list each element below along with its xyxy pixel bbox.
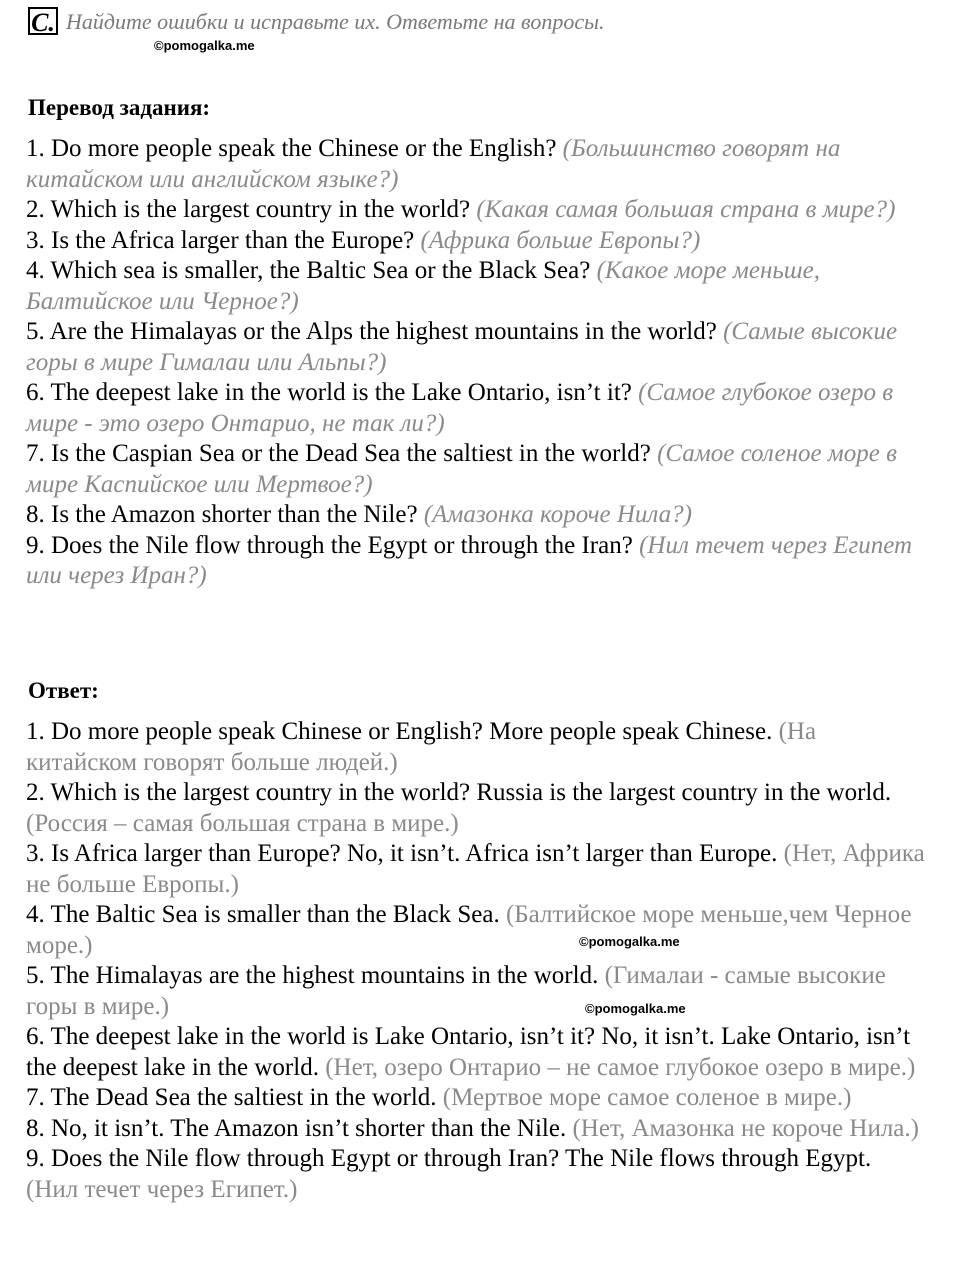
answer-translation: (На китайском говорят больше людей.): [26, 718, 817, 776]
question-translation: (Какое море меньше, Балтийское или Черное?): [26, 257, 820, 315]
question-en: 8. Is the Amazon shorter than the Nile?: [26, 501, 418, 528]
watermark: ©pomogalka.me: [585, 1001, 686, 1016]
answer-en: 3. Is Africa larger than Europe? No, it isn’t. Africa isn’t larger than Europe.: [26, 840, 778, 867]
list-item: [26, 1022, 926, 1083]
list-item: [26, 1114, 926, 1145]
answer-translation: (Нет, озеро Онтарио – не самое глубокое озеро в мире.): [318, 1053, 916, 1081]
answer-en: 2. Which is the largest country in the world? Russia is the largest country in the world.: [26, 779, 892, 806]
list-item: [26, 1144, 926, 1205]
list-item: [26, 195, 926, 226]
question-en: 7. Is the Caspian Sea or the Dead Sea the saltiest in the world?: [26, 440, 651, 467]
list-item: [26, 961, 926, 1022]
list-item: [26, 778, 926, 839]
list-item: [26, 378, 926, 439]
answer-translation: (Мертвое море самое соленое в мире.): [436, 1084, 852, 1111]
question-translation: (Самое соленое море в мире Каспийское или Мертвое?): [26, 440, 897, 498]
question-translation: (Амазонка короче Нила?): [417, 501, 692, 528]
answer-en: 7. The Dead Sea the saltiest in the world.: [26, 1084, 437, 1111]
translation-section-title: Перевод задания:: [28, 95, 211, 120]
question-en: 5. Are the Himalayas or the Alps the highest mountains in the world?: [26, 318, 717, 345]
list-item: [26, 900, 926, 961]
question-en: 1. Do more people speak the Chinese or the English?: [26, 135, 563, 162]
translation-list: [26, 134, 926, 592]
list-item: [26, 839, 926, 900]
answer-translation: (Балтийское море меньше,чем Черное море.): [26, 901, 912, 959]
list-item: [26, 439, 926, 500]
task-header: [28, 7, 604, 39]
question-en: 2. Which is the largest country in the world?: [26, 196, 471, 223]
question-translation: (Большинство говорят на китайском или английском языке?): [26, 135, 841, 193]
answer-en: 1. Do more people speak Chinese or English? More people speak Chinese.: [26, 718, 773, 745]
question-en: 4. Which sea is smaller, the Baltic Sea or the Black Sea?: [26, 257, 591, 284]
question-translation: (Самое глубокое озеро в мире - это озеро Онтарио, не так ли?): [26, 379, 894, 437]
question-en: 9. Does the Nile flow through the Egypt or through the Iran?: [26, 531, 633, 559]
answer-translation: (Нет, Африка не больше Европы.): [26, 840, 925, 898]
question-translation: (Нил течет через Египет или через Иран?): [26, 531, 913, 589]
question-translation: (Какая самая большая страна в мире?): [470, 196, 896, 223]
answer-section-title: Ответ:: [28, 678, 99, 703]
answer-translation: (Нет, Амазонка не короче Нила.): [566, 1114, 919, 1142]
answer-translation: (Нил течет через Египет.): [26, 1175, 298, 1203]
watermark: ©pomogalka.me: [154, 38, 255, 53]
question-translation: (Самые высокие горы в мире Гималаи или Альпы?): [26, 318, 898, 376]
list-item: [26, 531, 926, 592]
answer-en: 5. The Himalayas are the highest mountains in the world.: [26, 962, 599, 989]
list-item: [26, 317, 926, 378]
question-en: 6. The deepest lake in the world is the Lake Ontario, isn’t it?: [26, 379, 632, 406]
task-letter-box: C.: [28, 7, 58, 35]
list-item: [26, 134, 926, 195]
list-item: [26, 717, 926, 778]
watermark: ©pomogalka.me: [579, 934, 680, 949]
list-item: [26, 256, 926, 317]
answer-list: [26, 717, 926, 1205]
answer-en: 9. Does the Nile flow through Egypt or through Iran? The Nile flows through Egypt.: [26, 1145, 872, 1172]
answer-en: 8. No, it isn’t. The Amazon isn’t shorter than the Nile.: [26, 1114, 567, 1142]
list-item: [26, 1083, 926, 1114]
question-en: 3. Is the Africa larger than the Europe?: [26, 226, 415, 254]
answer-en: 4. The Baltic Sea is smaller than the Black Sea.: [26, 901, 500, 928]
task-instruction: Найдите ошибки и исправьте их. Ответьте на вопросы.: [66, 9, 605, 34]
list-item: [26, 226, 926, 257]
list-item: [26, 500, 926, 531]
answer-translation: (Гималаи - самые высокие горы в мире.): [26, 962, 886, 1020]
question-translation: (Африка больше Европы?): [414, 226, 701, 254]
answer-en: 6. The deepest lake in the world is Lake Ontario, isn’t it? No, it isn’t. Lake Ontario, isn’t the deepest lake in the world.: [26, 1023, 911, 1081]
answer-translation: (Россия – самая большая страна в мире.): [26, 809, 459, 837]
